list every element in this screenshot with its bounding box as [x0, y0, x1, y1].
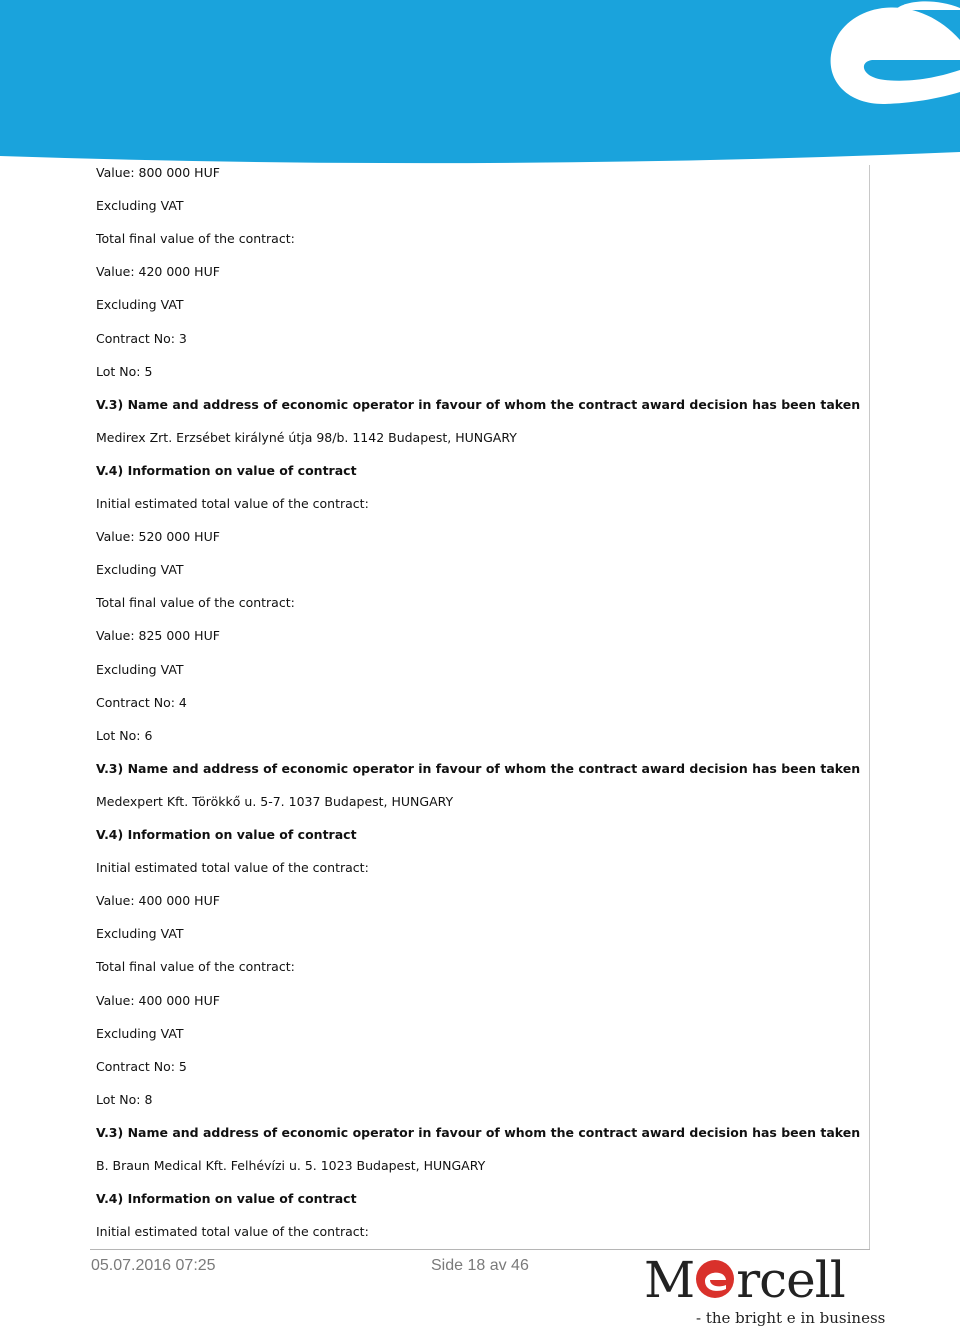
text-line: Value: 520 000 HUF: [96, 529, 220, 545]
text-line: Value: 825 000 HUF: [96, 628, 220, 644]
text-line: Contract No: 3: [96, 330, 187, 346]
brand-word-start: M: [644, 1251, 695, 1309]
text-line: Excluding VAT: [96, 198, 184, 214]
text-line: Contract No: 4: [96, 694, 187, 710]
footer-divider: [90, 1249, 870, 1250]
text-line: Total final value of the contract:: [96, 231, 295, 247]
text-line: Total final value of the contract:: [96, 959, 295, 975]
text-line: Medirex Zrt. Erzsébet királyné útja 98/b. 1142 Budapest, HUNGARY: [96, 429, 517, 445]
brand-logo: [640, 1251, 886, 1329]
section-heading: V.4) Information on value of contract: [96, 462, 357, 478]
text-line: Total final value of the contract:: [96, 595, 295, 611]
text-line: Excluding VAT: [96, 1025, 184, 1041]
text-line: Lot No: 6: [96, 727, 153, 743]
text-line: Initial estimated total value of the contract:: [96, 860, 369, 876]
header-banner: [0, 0, 960, 165]
brand-tagline: - the bright e in business: [696, 1309, 886, 1327]
text-line: Value: 420 000 HUF: [96, 264, 220, 280]
section-heading: V.3) Name and address of economic operator in favour of whom the contract award decision has been taken: [96, 1124, 861, 1140]
text-line: B. Braun Medical Kft. Felhévízi u. 5. 1023 Budapest, HUNGARY: [96, 1158, 486, 1173]
text-line: Initial estimated total value of the contract:: [96, 1224, 369, 1240]
text-line: Contract No: 5: [96, 1058, 187, 1074]
footer-datetime: 05.07.2016 07:25: [91, 1257, 216, 1274]
section-heading: V.3) Name and address of economic operator in favour of whom the contract award decision has been taken: [96, 396, 861, 412]
header-graphic: [0, 0, 960, 165]
document-body: [90, 165, 870, 1250]
text-line: Value: 400 000 HUF: [96, 893, 220, 909]
section-heading: V.4) Information on value of contract: [96, 827, 357, 842]
section-heading: V.4) Information on value of contract: [96, 1191, 357, 1207]
text-line: Excluding VAT: [96, 562, 184, 578]
text-line: Medexpert Kft. Törökkő u. 5-7. 1037 Budapest, HUNGARY: [96, 793, 454, 809]
text-line: Excluding VAT: [96, 661, 184, 677]
text-line: Lot No: 8: [96, 1091, 153, 1107]
header-blue-band: [0, 0, 960, 163]
text-line: Value: 400 000 HUF: [96, 992, 220, 1008]
text-line: Initial estimated total value of the contract:: [96, 496, 369, 511]
text-line: Excluding VAT: [96, 297, 184, 313]
footer-page-number: Side 18 av 46: [431, 1257, 529, 1274]
text-line: Value: 800 000 HUF: [96, 165, 220, 180]
section-heading: V.3) Name and address of economic operator in favour of whom the contract award decision has been taken: [96, 760, 861, 776]
brand-word-end: rcell: [736, 1251, 845, 1309]
text-line: Excluding VAT: [96, 926, 184, 942]
text-line: Lot No: 5: [96, 363, 153, 379]
brand-wordmark: [644, 1252, 845, 1308]
e-swoosh-icon: [695, 1259, 735, 1299]
